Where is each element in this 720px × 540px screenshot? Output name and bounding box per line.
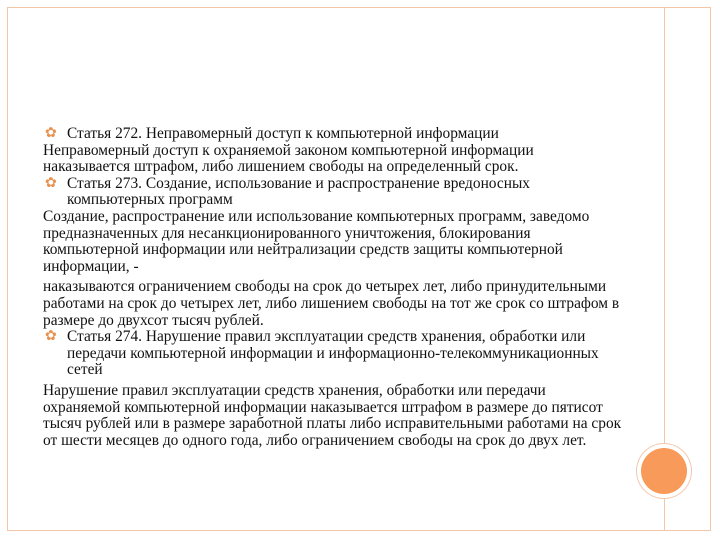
bullet-text: Статья 273. Создание, использование и распространение вредоносных компьютерных программ	[67, 174, 530, 209]
bullet-article-273	[43, 176, 623, 209]
paragraph-article-273-a: Создание, распространение или использование компьютерных программ, заведомо предназначенных для несанкционированного уничтожения, блокирования компьютерной информации или нейтрализации средств защиты компьютерной информации, -	[43, 207, 590, 275]
flower-bullet-icon: ✿	[45, 175, 57, 191]
bullet-article-272	[43, 126, 623, 143]
bullet-article-274	[43, 329, 623, 379]
decorative-circle	[641, 448, 687, 494]
slide-content	[43, 126, 623, 449]
bullet-text: Статья 272. Неправомерный доступ к компьютерной информации	[67, 125, 499, 142]
paragraph-article-274: Нарушение правил эксплуатации средств хранения, обработки или передачи охраняемой компьютерной информации наказывается штрафом в размере до пятисот тысяч рублей или в размере заработной платы либо исправительными работами на срок от шести месяцев до одного года, либо ограничением свободы на срок до двух лет.	[43, 381, 622, 449]
flower-bullet-icon: ✿	[45, 329, 57, 345]
bullet-text: Статья 274. Нарушение правил эксплуатации средств хранения, обработки или передачи компьютерной информации и информационно-телекоммуникационных сетей	[67, 328, 599, 379]
flower-bullet-icon: ✿	[45, 126, 57, 141]
paragraph-article-272: Неправомерный доступ к охраняемой законом компьютерной информации наказывается штрафом, либо лишением свободы на определенный срок.	[43, 141, 534, 176]
paragraph-article-273-b: наказываются ограничением свободы на срок до четырех лет, либо принудительными работами на срок до четырех лет, либо лишением свободы на тот же срок со штрафом в размере до двухсот тысяч рублей.	[43, 278, 620, 329]
